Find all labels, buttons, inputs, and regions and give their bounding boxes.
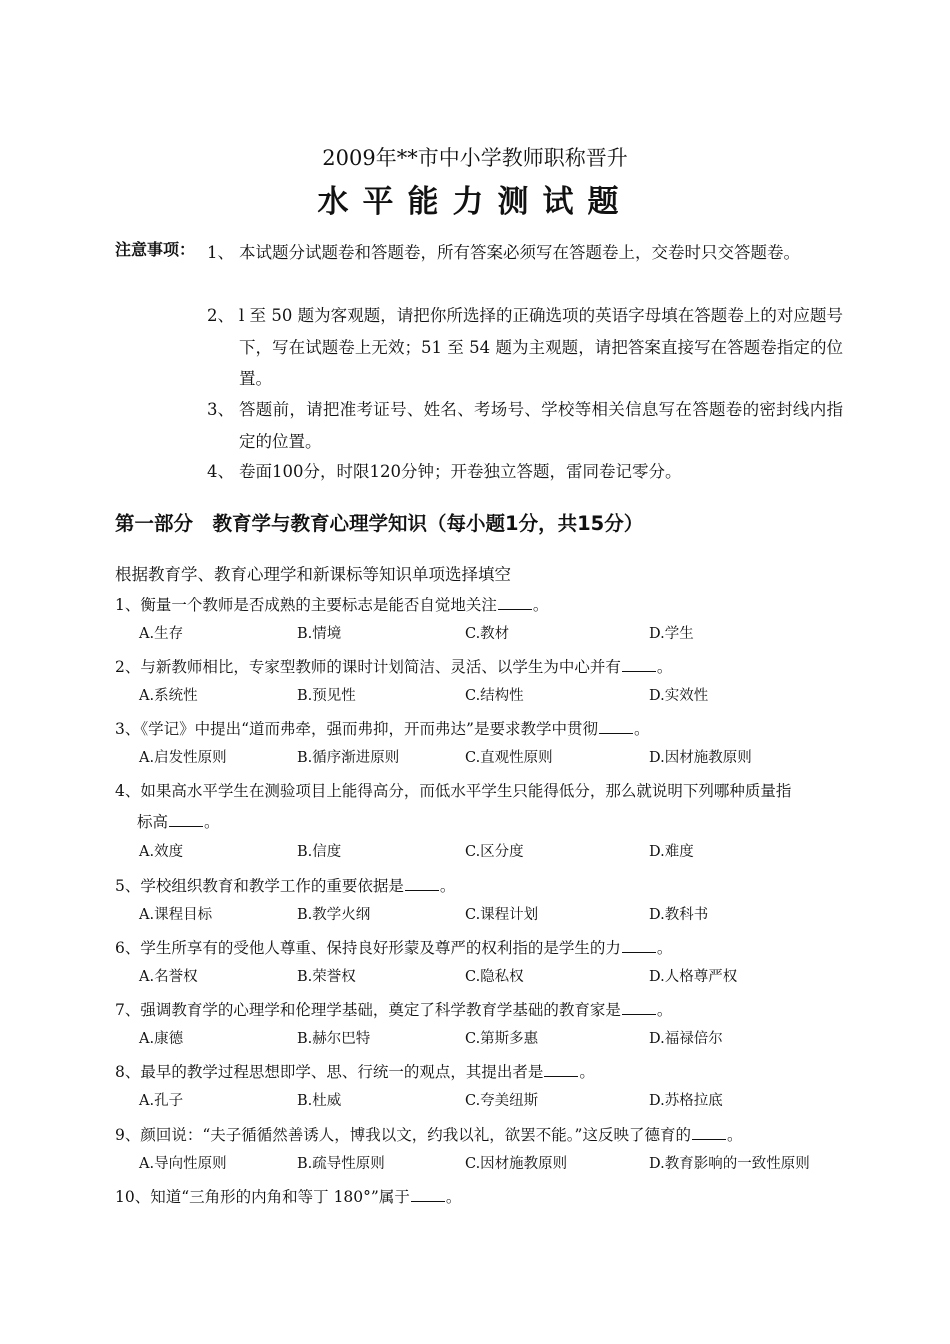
option-c: C.区分度: [465, 844, 524, 860]
question-text-end: 。: [445, 1188, 462, 1206]
option-d: D.实效性: [649, 688, 709, 704]
question-text-end: 。: [656, 658, 673, 676]
notice-item-number: 3、: [207, 400, 234, 419]
option-a: A.导向性原则: [139, 1156, 227, 1172]
option-b: B.情境: [297, 626, 342, 642]
option-row: [139, 965, 859, 989]
option-a: A.效度: [139, 844, 184, 860]
question-text: 6、学生所享有的受他人尊重、保持良好形蒙及尊严的权利指的是学生的力: [115, 939, 621, 957]
notice-item-number: 2、: [207, 306, 234, 325]
question-stem: [115, 871, 845, 902]
option-b: B.预见性: [297, 688, 356, 704]
exam-title-line1: 2009年**市中小学教师职称晋升: [322, 146, 628, 170]
question-stem: [115, 995, 845, 1026]
option-d: D.教科书: [649, 907, 709, 923]
notice-item-text: 卷面100分，时限120分钟；开卷独立答题，雷同卷记零分。: [239, 462, 682, 481]
option-b: B.杜威: [297, 1093, 342, 1109]
answer-blank: [544, 1062, 578, 1077]
option-a: A.名誉权: [139, 969, 198, 985]
answer-blank: [692, 1125, 726, 1140]
option-b: B.荣誉权: [297, 969, 356, 985]
answer-blank: [405, 876, 439, 891]
question-text: 5、学校组织教育和教学工作的重要依据是: [115, 877, 404, 895]
question-text-end: 。: [532, 596, 549, 614]
notice-item-number: 4、: [207, 462, 234, 481]
question-text: 9、颜回说：“夫子循循然善诱人，博我以文，约我以礼，欲罢不能。”这反映了德育的: [115, 1126, 691, 1144]
notice-item-text: 本试题分试题卷和答题卷，所有答案必须写在答题卷上，交卷时只交答题卷。: [239, 243, 800, 262]
answer-blank: [622, 1000, 656, 1015]
notice-label: 注意事项：: [115, 240, 196, 259]
option-d: D.福禄倍尔: [649, 1031, 723, 1047]
option-d: D.苏格拉底: [649, 1093, 723, 1109]
option-a: A.系统性: [139, 688, 198, 704]
option-c: C.课程计划: [465, 907, 539, 923]
option-d: D.人格尊严权: [649, 969, 738, 985]
question-stem: [115, 714, 845, 745]
option-d: D.教育影响的一致性原则: [649, 1156, 810, 1172]
question-stem: [115, 776, 845, 838]
question-text: 7、强调教育学的心理学和伦理学基础，奠定了科学教育学基础的教育家是: [115, 1001, 621, 1019]
question-text: 3、《学记》中提出“道而弗牵，强而弗抑，开而弗达”是要求教学中贯彻: [115, 720, 598, 738]
option-a: A.孔子: [139, 1093, 184, 1109]
question-text-end: 。: [439, 877, 456, 895]
option-c: C.结构性: [465, 688, 524, 704]
option-a: A.课程目标: [139, 907, 213, 923]
question-text-end: 。: [656, 939, 673, 957]
option-d: D.因材施教原则: [649, 750, 752, 766]
notice-item-text: l 至 50 题为客观题，请把你所选择的正确选项的英语字母填在答题卷上的对应题号下，写在试题卷上无效；51 至 54 题为主观题，请把答案直接写在答题卷指定的位置。: [239, 306, 843, 388]
option-a: A.康德: [139, 1031, 184, 1047]
question-text: 8、最早的教学过程思想即学、思、行统一的观点，其提出者是: [115, 1063, 544, 1081]
question-stem: [115, 933, 845, 964]
question-text-end: 。: [579, 1063, 595, 1081]
option-a: A.生存: [139, 626, 184, 642]
question-stem: [115, 590, 845, 621]
option-d: D.学生: [649, 626, 694, 642]
option-row: [139, 1089, 859, 1113]
notice-item: [207, 237, 843, 269]
notice-item: [207, 456, 843, 488]
question-text: 2、与新教师相比，专家型教师的课时计划简洁、灵活、以学生为中心并有: [115, 658, 621, 676]
question-stem: [115, 652, 845, 683]
option-c: C.第斯多惠: [465, 1031, 539, 1047]
option-row: [139, 840, 859, 864]
option-b: B.教学火纲: [297, 907, 371, 923]
option-c: C.隐私权: [465, 969, 524, 985]
question-stem: [115, 1120, 845, 1151]
answer-blank: [599, 719, 633, 734]
answer-blank: [622, 657, 656, 672]
option-b: B.循序渐进原则: [297, 750, 400, 766]
question-text-wrap: 标高: [137, 813, 169, 831]
option-c: C.直观性原则: [465, 750, 553, 766]
answer-blank: [498, 595, 532, 610]
question-text: 1、衡量一个教师是否成熟的主要标志是能否自觉地关注: [115, 596, 497, 614]
question-text-end: 。: [726, 1126, 743, 1144]
question-stem: [115, 1057, 845, 1088]
notice-item: [207, 394, 843, 457]
question-stem: [115, 1182, 845, 1213]
option-row: [139, 746, 859, 770]
notice-item-number: 1、: [207, 243, 234, 262]
section-intro: 根据教育学、教育心理学和新课标等知识单项选择填空: [115, 565, 511, 584]
option-c: C.教材: [465, 626, 510, 642]
question-text-end: 。: [656, 1001, 673, 1019]
option-b: B.疏导性原则: [297, 1156, 385, 1172]
answer-blank: [169, 812, 203, 827]
option-row: [139, 622, 859, 646]
notice-item: [207, 300, 843, 395]
section-heading: 第一部分 教育学与教育心理学知识（每小题1分，共15分）: [115, 512, 644, 535]
option-c: C.夸美纽斯: [465, 1093, 539, 1109]
option-b: B.信度: [297, 844, 342, 860]
option-a: A.启发性原则: [139, 750, 227, 766]
question-text: 4、如果高水平学生在测验项目上能得高分，而低水平学生只能得低分，那么就说明下列哪种质量指: [115, 782, 792, 800]
option-row: [139, 684, 859, 708]
answer-blank: [411, 1187, 445, 1202]
question-text: 10、知道“三角形的内角和等丁 180°”属于: [115, 1188, 410, 1206]
option-row: [139, 1152, 859, 1176]
notice-item-text: 答题前，请把准考证号、姓名、考场号、学校等相关信息写在答题卷的密封线内指定的位置。: [239, 400, 843, 451]
option-row: [139, 1027, 859, 1051]
option-row: [139, 903, 859, 927]
exam-title-line2: 水平能力测试题: [317, 184, 633, 220]
answer-blank: [622, 938, 656, 953]
question-text-end: 。: [633, 720, 650, 738]
option-b: B.赫尔巴特: [297, 1031, 371, 1047]
option-d: D.难度: [649, 844, 694, 860]
question-text-end: 。: [204, 813, 220, 831]
option-c: C.因材施教原则: [465, 1156, 568, 1172]
